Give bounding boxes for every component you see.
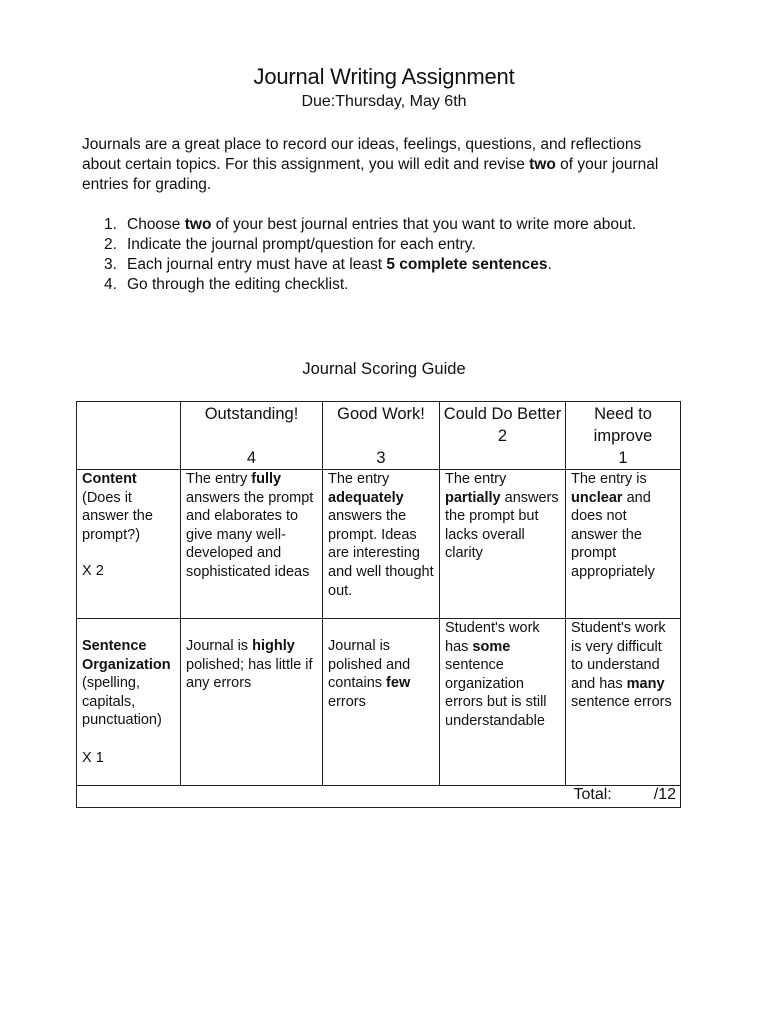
intro-text-after: of your journal entries for grading. <box>82 156 659 193</box>
criterion-description: (spelling, capitals, punctuation) <box>82 675 162 729</box>
header-row <box>77 402 681 470</box>
cell-text: The entry <box>186 471 252 487</box>
score-cell <box>566 470 681 619</box>
list-text-before: Go through the editing checklist. <box>127 276 349 293</box>
score-cell <box>181 619 323 786</box>
score-cell <box>323 470 440 619</box>
cell-text: Journal is <box>186 638 253 654</box>
cell-text-bold: highly <box>252 638 295 654</box>
header-score: 2 <box>497 427 508 445</box>
instruction-list <box>82 215 682 295</box>
header-score: 4 <box>246 449 257 467</box>
score-cell <box>323 619 440 786</box>
score-cell <box>181 470 323 619</box>
criterion-multiplier: X 2 <box>82 563 104 580</box>
header-score: 3 <box>376 449 386 467</box>
total-cell <box>77 786 681 808</box>
list-text-after: of your best journal entries that you want to write more about. <box>211 216 637 233</box>
header-score: 1 <box>618 449 628 467</box>
list-number: 1. <box>104 216 117 233</box>
table-row-total <box>77 786 681 808</box>
total-value: /12 <box>653 786 676 803</box>
header-cell-empty <box>77 402 181 470</box>
page-title: Journal Writing Assignment <box>253 64 515 89</box>
cell-text: answers the prompt and elaborates to give many well-developed and sophisticated ideas <box>186 489 314 580</box>
cell-text: answers the prompt but lacks overall clarity <box>445 489 559 562</box>
scoring-rubric-table <box>76 401 681 808</box>
header-label: Outstanding! <box>204 405 299 423</box>
cell-text: errors <box>328 693 366 710</box>
cell-text-bold: many <box>626 675 665 692</box>
list-text-before: Choose <box>127 216 185 233</box>
criterion-name: Content <box>82 471 137 487</box>
cell-text-bold: adequately <box>328 489 404 506</box>
cell-text: The entry is <box>571 471 647 487</box>
list-number: 4. <box>104 276 117 293</box>
cell-text-bold: partially <box>445 489 501 506</box>
score-cell <box>566 619 681 786</box>
criterion-cell-content <box>77 470 181 619</box>
cell-text-bold: unclear <box>571 489 623 506</box>
header-label: Could Do Better <box>443 405 562 423</box>
list-text-bold: 5 complete sentences <box>386 256 548 273</box>
scoring-guide-title: Journal Scoring Guide <box>302 360 466 378</box>
list-text-before: Each journal entry must have at least <box>127 256 387 273</box>
cell-text-bold: fully <box>251 471 282 487</box>
header-cell-need-to-improve <box>566 402 681 470</box>
due-date: Due:Thursday, May 6th <box>301 93 467 110</box>
list-text-after: . <box>547 256 552 273</box>
list-item <box>82 235 682 255</box>
list-text-bold: two <box>184 216 212 233</box>
intro-text-bold: two <box>529 156 556 173</box>
cell-text: and does not answer the prompt appropriately <box>571 489 655 580</box>
header-label: Need to improve <box>593 405 653 445</box>
header-cell-outstanding <box>181 402 323 470</box>
cell-text: Student's work is very difficult to understand and has <box>571 620 666 692</box>
criterion-description: (Does it answer the prompt?) <box>82 489 153 543</box>
cell-text: sentence errors <box>571 694 672 711</box>
header-label: Good Work! <box>337 405 425 423</box>
cell-text: Student's work has <box>445 620 540 655</box>
header-cell-could-do-better <box>440 402 566 470</box>
total-label: Total: <box>573 786 612 803</box>
cell-text: sentence organization errors but is still understandable <box>445 657 547 729</box>
list-number: 3. <box>104 256 117 273</box>
criterion-cell-sentence-organization <box>77 619 181 786</box>
cell-text: The entry <box>445 471 507 487</box>
score-cell <box>440 619 566 786</box>
intro-paragraph <box>82 135 682 195</box>
list-number: 2. <box>104 236 117 253</box>
score-cell <box>440 470 566 619</box>
cell-text: answers the prompt. Ideas are interesting and well thought out. <box>328 508 434 599</box>
table-row-content <box>77 470 681 619</box>
list-text-before: Indicate the journal prompt/question for each entry. <box>127 236 476 253</box>
cell-text: Journal is polished and contains <box>328 638 411 692</box>
criterion-name: Sentence Organization <box>82 638 171 673</box>
table-row-sentence-organization <box>77 619 681 786</box>
cell-text-bold: few <box>386 675 411 692</box>
criterion-multiplier: X 1 <box>82 749 104 766</box>
intro-text-before: Journals are a great place to record our ideas, feelings, questions, and reflections about certain topics. For this assignment, you will edit and revise <box>82 136 642 173</box>
cell-text: polished; has little if any errors <box>186 656 313 692</box>
cell-text: The entry <box>328 471 390 487</box>
list-item <box>82 275 682 295</box>
cell-text-bold: some <box>472 638 511 655</box>
list-item <box>82 255 682 275</box>
list-item <box>82 215 682 235</box>
header-cell-good-work <box>323 402 440 470</box>
